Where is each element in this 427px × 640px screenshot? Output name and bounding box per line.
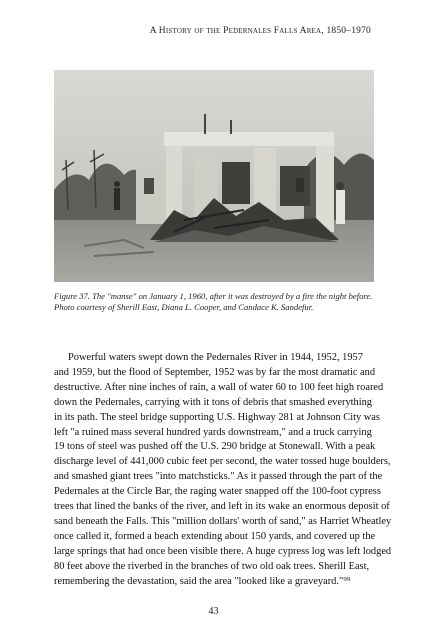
body-line: trees that lined the banks of the river, and left in its wake an enormous deposit of: [54, 501, 390, 513]
body-line: in its path. The steel bridge supporting U.S. Highway 281 at Johnson City was: [54, 411, 380, 423]
figure-caption: [54, 291, 376, 313]
caption-line: Figure 37. The "manse" on January 1, 1960, after it was destroyed by a fire the night before.: [54, 291, 373, 301]
body-line: Powerful waters swept down the Pedernales River in 1944, 1952, 1957: [68, 352, 363, 363]
running-head: A History of the Pedernales Falls Area, 1850–1970: [149, 26, 371, 36]
body-paragraph: [54, 351, 392, 590]
body-line: down the Pedernales, carrying with it tons of debris that smashed everything: [54, 396, 372, 408]
body-line: remembering the devastation, said the area "looked like a graveyard."⁹⁹: [54, 575, 351, 587]
body-line: once called it, formed a beach extending about 150 yards, and covered up the: [54, 530, 376, 542]
ruined-stone-building-photo-icon: [54, 70, 374, 282]
body-line: sand beneath the Falls. This "million dollars' worth of sand," as Harriet Wheatley: [54, 515, 392, 527]
body-line: and 1959, but the flood of September, 1952 was by far the most dramatic and: [54, 366, 376, 378]
figure-photo: [54, 70, 374, 282]
body-line: 19 tons of steel was pushed off the U.S. 290 bridge at Stonewall. With a peak: [54, 441, 376, 453]
body-line: discharge level of 441,000 cubic feet per second, the water tossed huge boulders,: [54, 456, 391, 468]
body-line: left "a ruined mass several hundred yards downstream," and a truck carrying: [54, 426, 372, 438]
body-line: destructive. After nine inches of rain, a wall of water 60 to 100 feet high roared: [54, 381, 384, 393]
body-line: Pedernales at the Circle Bar, the raging water snapped off the 100-foot cypress: [54, 486, 381, 498]
page-number: 43: [208, 606, 219, 617]
body-line: 80 feet above the riverbed in the branches of two old oak trees. Sherill East,: [54, 560, 370, 572]
body-line: and smashed giant trees "into matchsticks." As it passed through the part of the: [54, 471, 383, 483]
caption-line: Photo courtesy of Sherill East, Diana L. Cooper, and Candace K. Sandefur.: [54, 302, 314, 312]
body-line: large springs that had once been visible there. A huge cypress log was left lodged: [54, 545, 392, 557]
